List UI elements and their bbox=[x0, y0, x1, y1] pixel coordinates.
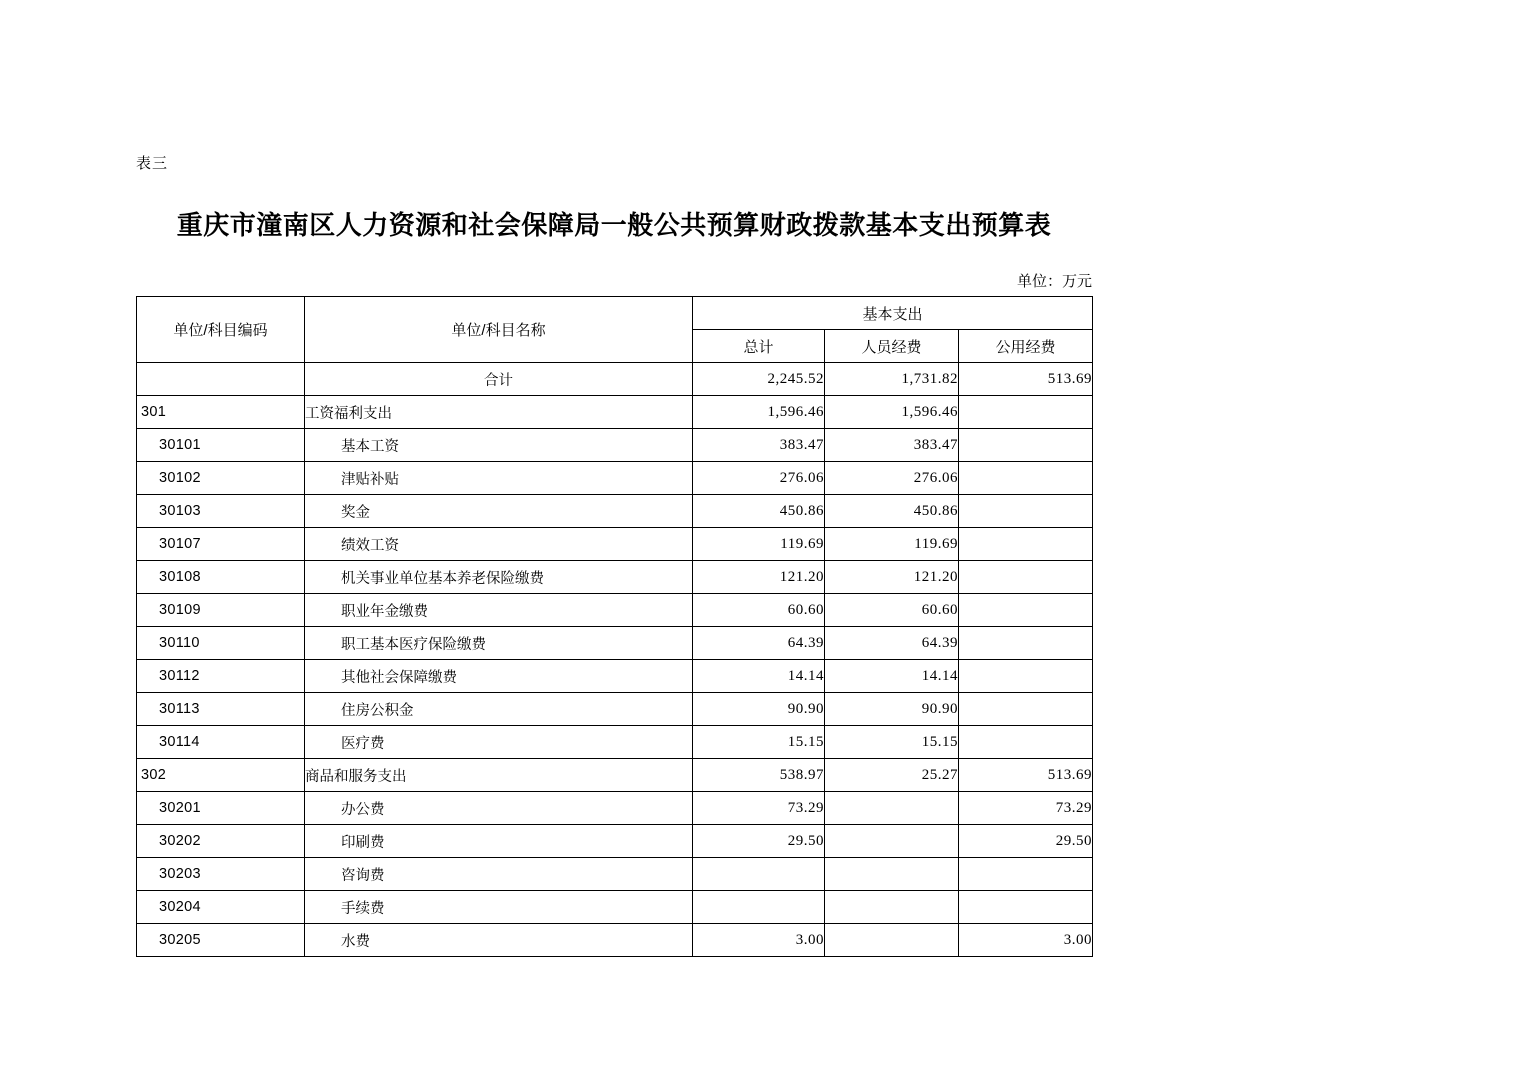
cell-name: 印刷费 bbox=[305, 825, 693, 858]
table-row bbox=[137, 429, 1093, 462]
cell-personnel: 276.06 bbox=[825, 462, 959, 495]
table-row bbox=[137, 462, 1093, 495]
budget-table bbox=[136, 296, 1093, 957]
table-row bbox=[137, 924, 1093, 957]
cell-name: 奖金 bbox=[305, 495, 693, 528]
cell-personnel: 1,731.82 bbox=[825, 363, 959, 396]
table-row bbox=[137, 594, 1093, 627]
cell-code: 30107 bbox=[137, 528, 305, 561]
cell-name: 手续费 bbox=[305, 891, 693, 924]
cell-total: 64.39 bbox=[693, 627, 825, 660]
cell-code: 30109 bbox=[137, 594, 305, 627]
cell-personnel bbox=[825, 792, 959, 825]
sheet-label: 表三 bbox=[136, 155, 169, 172]
cell-total: 383.47 bbox=[693, 429, 825, 462]
cell-code: 30202 bbox=[137, 825, 305, 858]
cell-public bbox=[959, 627, 1093, 660]
cell-public bbox=[959, 429, 1093, 462]
cell-personnel: 60.60 bbox=[825, 594, 959, 627]
cell-public bbox=[959, 858, 1093, 891]
cell-name: 合计 bbox=[305, 363, 693, 396]
cell-name: 职工基本医疗保险缴费 bbox=[305, 627, 693, 660]
cell-personnel: 450.86 bbox=[825, 495, 959, 528]
cell-code: 30204 bbox=[137, 891, 305, 924]
cell-code: 30108 bbox=[137, 561, 305, 594]
page-title: 重庆市潼南区人力资源和社会保障局一般公共预算财政拨款基本支出预算表 bbox=[176, 210, 1052, 240]
cell-name: 机关事业单位基本养老保险缴费 bbox=[305, 561, 693, 594]
cell-name: 住房公积金 bbox=[305, 693, 693, 726]
table-row bbox=[137, 759, 1093, 792]
cell-name: 水费 bbox=[305, 924, 693, 957]
cell-code: 30113 bbox=[137, 693, 305, 726]
header-col-name: 单位/科目名称 bbox=[305, 297, 693, 363]
cell-name: 基本工资 bbox=[305, 429, 693, 462]
cell-personnel: 1,596.46 bbox=[825, 396, 959, 429]
cell-public bbox=[959, 726, 1093, 759]
cell-public bbox=[959, 396, 1093, 429]
cell-personnel: 121.20 bbox=[825, 561, 959, 594]
cell-personnel: 15.15 bbox=[825, 726, 959, 759]
header-sub-personnel: 人员经费 bbox=[825, 330, 959, 363]
cell-total: 121.20 bbox=[693, 561, 825, 594]
cell-code bbox=[137, 363, 305, 396]
cell-total: 15.15 bbox=[693, 726, 825, 759]
table-row bbox=[137, 363, 1093, 396]
table-row bbox=[137, 858, 1093, 891]
cell-personnel bbox=[825, 891, 959, 924]
cell-personnel bbox=[825, 924, 959, 957]
table-row bbox=[137, 660, 1093, 693]
cell-code: 30205 bbox=[137, 924, 305, 957]
cell-public: 29.50 bbox=[959, 825, 1093, 858]
cell-personnel: 119.69 bbox=[825, 528, 959, 561]
cell-name: 医疗费 bbox=[305, 726, 693, 759]
table-row bbox=[137, 528, 1093, 561]
cell-public bbox=[959, 462, 1093, 495]
cell-name: 工资福利支出 bbox=[305, 396, 693, 429]
cell-total: 538.97 bbox=[693, 759, 825, 792]
cell-code: 30110 bbox=[137, 627, 305, 660]
cell-public: 73.29 bbox=[959, 792, 1093, 825]
cell-public bbox=[959, 660, 1093, 693]
table-body bbox=[137, 363, 1093, 957]
header-col-code: 单位/科目编码 bbox=[137, 297, 305, 363]
cell-personnel bbox=[825, 825, 959, 858]
cell-code: 301 bbox=[137, 396, 305, 429]
cell-name: 商品和服务支出 bbox=[305, 759, 693, 792]
table-header bbox=[137, 297, 1093, 363]
header-sub-total: 总计 bbox=[693, 330, 825, 363]
cell-name: 咨询费 bbox=[305, 858, 693, 891]
cell-personnel: 383.47 bbox=[825, 429, 959, 462]
table-row bbox=[137, 825, 1093, 858]
cell-code: 302 bbox=[137, 759, 305, 792]
cell-public bbox=[959, 561, 1093, 594]
cell-name: 办公费 bbox=[305, 792, 693, 825]
cell-code: 30101 bbox=[137, 429, 305, 462]
table-row bbox=[137, 792, 1093, 825]
table-row bbox=[137, 693, 1093, 726]
cell-total: 90.90 bbox=[693, 693, 825, 726]
header-sub-public: 公用经费 bbox=[959, 330, 1093, 363]
cell-code: 30112 bbox=[137, 660, 305, 693]
cell-public bbox=[959, 495, 1093, 528]
cell-code: 30203 bbox=[137, 858, 305, 891]
table-row bbox=[137, 561, 1093, 594]
cell-total: 276.06 bbox=[693, 462, 825, 495]
cell-total: 450.86 bbox=[693, 495, 825, 528]
cell-code: 30114 bbox=[137, 726, 305, 759]
cell-public: 3.00 bbox=[959, 924, 1093, 957]
table-row bbox=[137, 495, 1093, 528]
table-row bbox=[137, 396, 1093, 429]
cell-name: 职业年金缴费 bbox=[305, 594, 693, 627]
cell-public bbox=[959, 693, 1093, 726]
cell-public bbox=[959, 528, 1093, 561]
cell-total: 14.14 bbox=[693, 660, 825, 693]
cell-public bbox=[959, 594, 1093, 627]
cell-total: 29.50 bbox=[693, 825, 825, 858]
cell-total: 119.69 bbox=[693, 528, 825, 561]
cell-total bbox=[693, 891, 825, 924]
cell-total: 73.29 bbox=[693, 792, 825, 825]
cell-code: 30201 bbox=[137, 792, 305, 825]
cell-name: 津贴补贴 bbox=[305, 462, 693, 495]
cell-personnel: 90.90 bbox=[825, 693, 959, 726]
table-row bbox=[137, 627, 1093, 660]
cell-name: 其他社会保障缴费 bbox=[305, 660, 693, 693]
cell-personnel: 64.39 bbox=[825, 627, 959, 660]
cell-total: 3.00 bbox=[693, 924, 825, 957]
header-group-basic-expenditure: 基本支出 bbox=[693, 297, 1093, 330]
cell-total bbox=[693, 858, 825, 891]
cell-total: 60.60 bbox=[693, 594, 825, 627]
table-row bbox=[137, 726, 1093, 759]
cell-public bbox=[959, 891, 1093, 924]
cell-code: 30103 bbox=[137, 495, 305, 528]
cell-code: 30102 bbox=[137, 462, 305, 495]
table-row bbox=[137, 891, 1093, 924]
cell-public: 513.69 bbox=[959, 759, 1093, 792]
cell-total: 1,596.46 bbox=[693, 396, 825, 429]
unit-note: 单位：万元 bbox=[1016, 273, 1092, 290]
cell-personnel bbox=[825, 858, 959, 891]
cell-total: 2,245.52 bbox=[693, 363, 825, 396]
cell-public: 513.69 bbox=[959, 363, 1093, 396]
cell-personnel: 14.14 bbox=[825, 660, 959, 693]
cell-name: 绩效工资 bbox=[305, 528, 693, 561]
cell-personnel: 25.27 bbox=[825, 759, 959, 792]
